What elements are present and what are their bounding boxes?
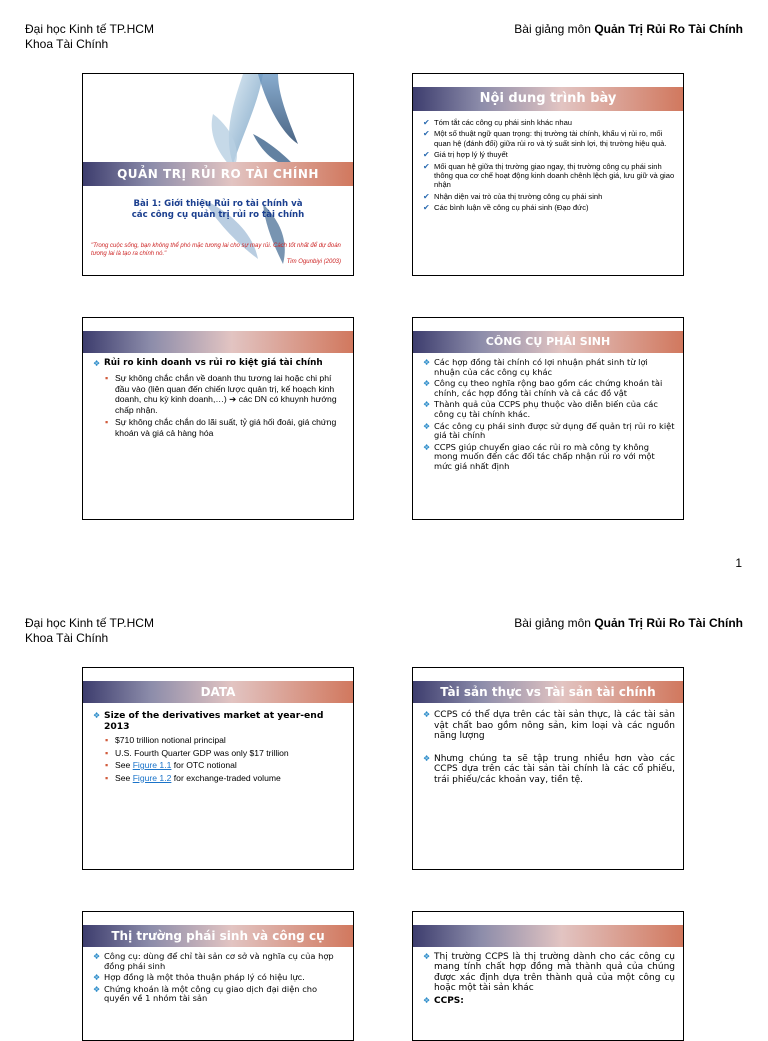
diamond-bullet-icon: ❖ [93, 952, 101, 961]
diamond-bullet-icon: ❖ [423, 753, 431, 763]
risk-band [83, 331, 353, 353]
list-item: ✔ Nhận diện vai trò của thị trường công cụ phái sinh [423, 191, 603, 201]
list-item: ❖ CCPS giúp chuyển giao các rủi ro mà công ty không mong muốn đến các đối tác chấp nhận rủi ro với một mức giá nhất định [423, 441, 655, 471]
header-left [25, 22, 154, 52]
list-item: ▪ $710 trillion notional principal [105, 735, 226, 745]
list-item: ✔ Tóm tắt các công cụ phái sinh khác nhau [423, 118, 573, 127]
assets-title: Tài sản thực vs Tài sản tài chính [440, 685, 656, 699]
faculty-name: Khoa Tài Chính [25, 631, 109, 645]
square-bullet-icon: ▪ [105, 373, 109, 383]
checkmark-icon: ✔ [423, 118, 430, 127]
diamond-bullet-icon: ❖ [93, 984, 101, 994]
diamond-bullet-icon: ❖ [423, 710, 431, 719]
header-right [514, 616, 743, 631]
page-number: 1 [735, 556, 742, 570]
header-left [25, 616, 154, 646]
data-title: DATA [200, 685, 236, 699]
checkmark-icon: ✔ [423, 191, 430, 201]
quote-text: "Trong cuộc sống, bạn không thể phó mặc tương lai cho sự may rủi. Cách tốt nhất để dự đoán tương lai là tạo ra chính nó." [91, 243, 341, 257]
course-name: Quản Trị Rủi Ro Tài Chính [594, 616, 743, 630]
page-header [0, 22, 768, 62]
slide-data [82, 667, 354, 870]
list-item: ▪ See Figure 1.1 for OTC notional [105, 760, 237, 770]
square-bullet-icon: ▪ [105, 760, 109, 770]
diamond-bullet-icon: ❖ [423, 995, 431, 1005]
ccps-band [413, 925, 683, 947]
list-item: ❖ Nhưng chúng ta sẽ tập trung nhiều hơn vào các CCPS dựa trên các tài sản tài chính là các cổ phiếu, trái phiếu/các khoản vay, tiền tệ. [423, 753, 675, 785]
course-name: Quản Trị Rủi Ro Tài Chính [594, 22, 743, 36]
page-header [0, 616, 768, 656]
market-body [93, 952, 345, 1006]
diamond-bullet-icon: ❖ [423, 358, 431, 367]
slide-risk [82, 317, 354, 520]
university-name: Đại học Kinh tế TP.HCM [25, 22, 154, 36]
university-name: Đại học Kinh tế TP.HCM [25, 616, 154, 630]
contents-list [423, 118, 675, 215]
diamond-bullet-icon: ❖ [423, 400, 431, 410]
list-item: ❖ Size of the derivatives market at year-end 2013 [93, 710, 324, 732]
list-item: ❖ Công cụ theo nghĩa rộng bao gồm các chứng khoán tài chính, các hợp đồng tài chính và cả các đồ vật [423, 378, 663, 398]
slide-subtitle [83, 199, 353, 221]
checkmark-icon: ✔ [423, 129, 430, 139]
quote-author: Tim Ogunbiyi (2003) [286, 259, 341, 265]
list-item: ✔ Các bình luận về công cụ phái sinh (Đạo đức) [423, 203, 589, 213]
figure-1-2-link[interactable]: Figure 1.2 [132, 772, 172, 783]
slide-main-title: QUẢN TRỊ RỦI RO TÀI CHÍNH [117, 167, 319, 181]
course-prefix: Bài giảng môn [514, 22, 595, 36]
ccps-body [423, 952, 675, 1008]
checkmark-icon: ✔ [423, 161, 430, 171]
assets-body [423, 710, 675, 788]
slide-derivatives [412, 317, 684, 520]
list-item: ❖ Chứng khoán là một công cụ giao dịch đại diện cho quyền về 1 nhóm tài sản [93, 983, 318, 1004]
derivatives-title: CÔNG CỤ PHÁI SINH [485, 335, 611, 348]
slide-ccps [412, 911, 684, 1041]
market-band [83, 925, 353, 947]
slide-market [82, 911, 354, 1041]
list-item: ❖ Thị trường CCPS là thị trường dành cho các công cụ mang tính chất hợp đồng mà thành quả của chúng được xác định dựa trên thành quả của một công cụ hoặc một tài sản khác [423, 952, 675, 994]
list-item: ❖ CCPS có thể dựa trên các tài sản thực, là các tài sản vật chất bao gồm nông sản, kim loại và các nguồn năng lượng [423, 710, 675, 742]
data-body [93, 710, 345, 785]
diamond-bullet-icon: ❖ [423, 442, 431, 452]
derivatives-band [413, 331, 683, 353]
list-item: ❖ Các hợp đồng tài chính có lợi nhuận phát sinh từ lợi nhuận của các công cụ khác [423, 357, 648, 377]
list-item: ▪ See Figure 1.2 for exchange-traded volume [105, 772, 281, 783]
data-band [83, 681, 353, 703]
risk-body [93, 358, 345, 440]
slide-assets [412, 667, 684, 870]
subtitle-line-2: các công cụ quản trị rủi ro tài chính [131, 210, 305, 220]
list-item: ✔ Giá trị hợp lý lý thuyết [423, 150, 508, 160]
checkmark-icon: ✔ [423, 150, 430, 160]
checkmark-icon: ✔ [423, 203, 430, 213]
list-item: ❖ Công cụ: dùng để chỉ tài sản cơ sở và nghĩa cụ của hợp đồng phái sinh [93, 951, 334, 971]
slide-contents [412, 73, 684, 276]
square-bullet-icon: ▪ [105, 772, 109, 783]
assets-band [413, 681, 683, 703]
contents-title: Nội dung trình bày [479, 91, 617, 106]
derivatives-list [423, 358, 675, 474]
subtitle-line-1: Bài 1: Giới thiệu Rủi ro tài chính và [133, 199, 303, 209]
list-item: ▪ Sự không chắc chắn về doanh thu tương lai hoặc chi phí đầu vào (liên quan đến chiến lược quản trị, kế hoạch kinh doanh, chu kỳ kinh doanh,…) ➔ các DN có khuynh hướng chấp nhận. [105, 373, 337, 415]
slide-title [82, 73, 354, 276]
diamond-bullet-icon: ❖ [93, 711, 101, 720]
diamond-bullet-icon: ❖ [423, 379, 431, 389]
list-item: ❖ Thành quả của CCPS phụ thuộc vào diễn biến của các công cụ tài chính khác. [423, 399, 658, 419]
diamond-bullet-icon: ❖ [93, 973, 101, 983]
list-item: ▪ Sự không chắc chắn do lãi suất, tỷ giá hối đoái, giá chứng khoán và giá cả hàng hóa [105, 417, 337, 438]
diamond-bullet-icon: ❖ [423, 421, 431, 431]
list-item: ❖ Các công cụ phái sinh được sử dụng để quản trị rủi ro kiệt giá tài chính [423, 420, 675, 441]
contents-band [413, 87, 683, 111]
diamond-bullet-icon: ❖ [93, 359, 101, 368]
list-item: ❖ Rủi ro kinh doanh vs rủi ro kiệt giá tài chính [93, 358, 323, 368]
list-item: ✔ Một số thuật ngữ quan trọng: thị trường tài chính, khẩu vị rủi ro, mối quan hệ (đánh đổi) giữa rủi ro và tỷ suất sinh lợi, thị trường hiệu quả. [423, 129, 667, 148]
list-item: ❖ Hợp đồng là một thỏa thuận pháp lý có hiệu lực. [93, 972, 305, 983]
figure-1-1-link[interactable]: Figure 1.1 [132, 760, 172, 770]
square-bullet-icon: ▪ [105, 747, 109, 758]
course-prefix: Bài giảng môn [514, 616, 595, 630]
square-bullet-icon: ▪ [105, 417, 109, 427]
list-item: ❖ CCPS: [423, 995, 464, 1006]
diamond-bullet-icon: ❖ [423, 952, 431, 961]
title-band [83, 162, 353, 186]
square-bullet-icon: ▪ [105, 735, 109, 745]
list-item: ✔ Mối quan hệ giữa thị trường giao ngay, thị trường công cụ phái sinh thông qua cơ chế hoạt động kinh doanh chênh lệch giá, lưu giữ và giao nhận [423, 161, 675, 190]
market-title: Thị trường phái sinh và công cụ [111, 929, 325, 943]
list-item: ▪ U.S. Fourth Quarter GDP was only $17 trillion [105, 747, 289, 758]
header-right [514, 22, 743, 37]
faculty-name: Khoa Tài Chính [25, 37, 109, 51]
